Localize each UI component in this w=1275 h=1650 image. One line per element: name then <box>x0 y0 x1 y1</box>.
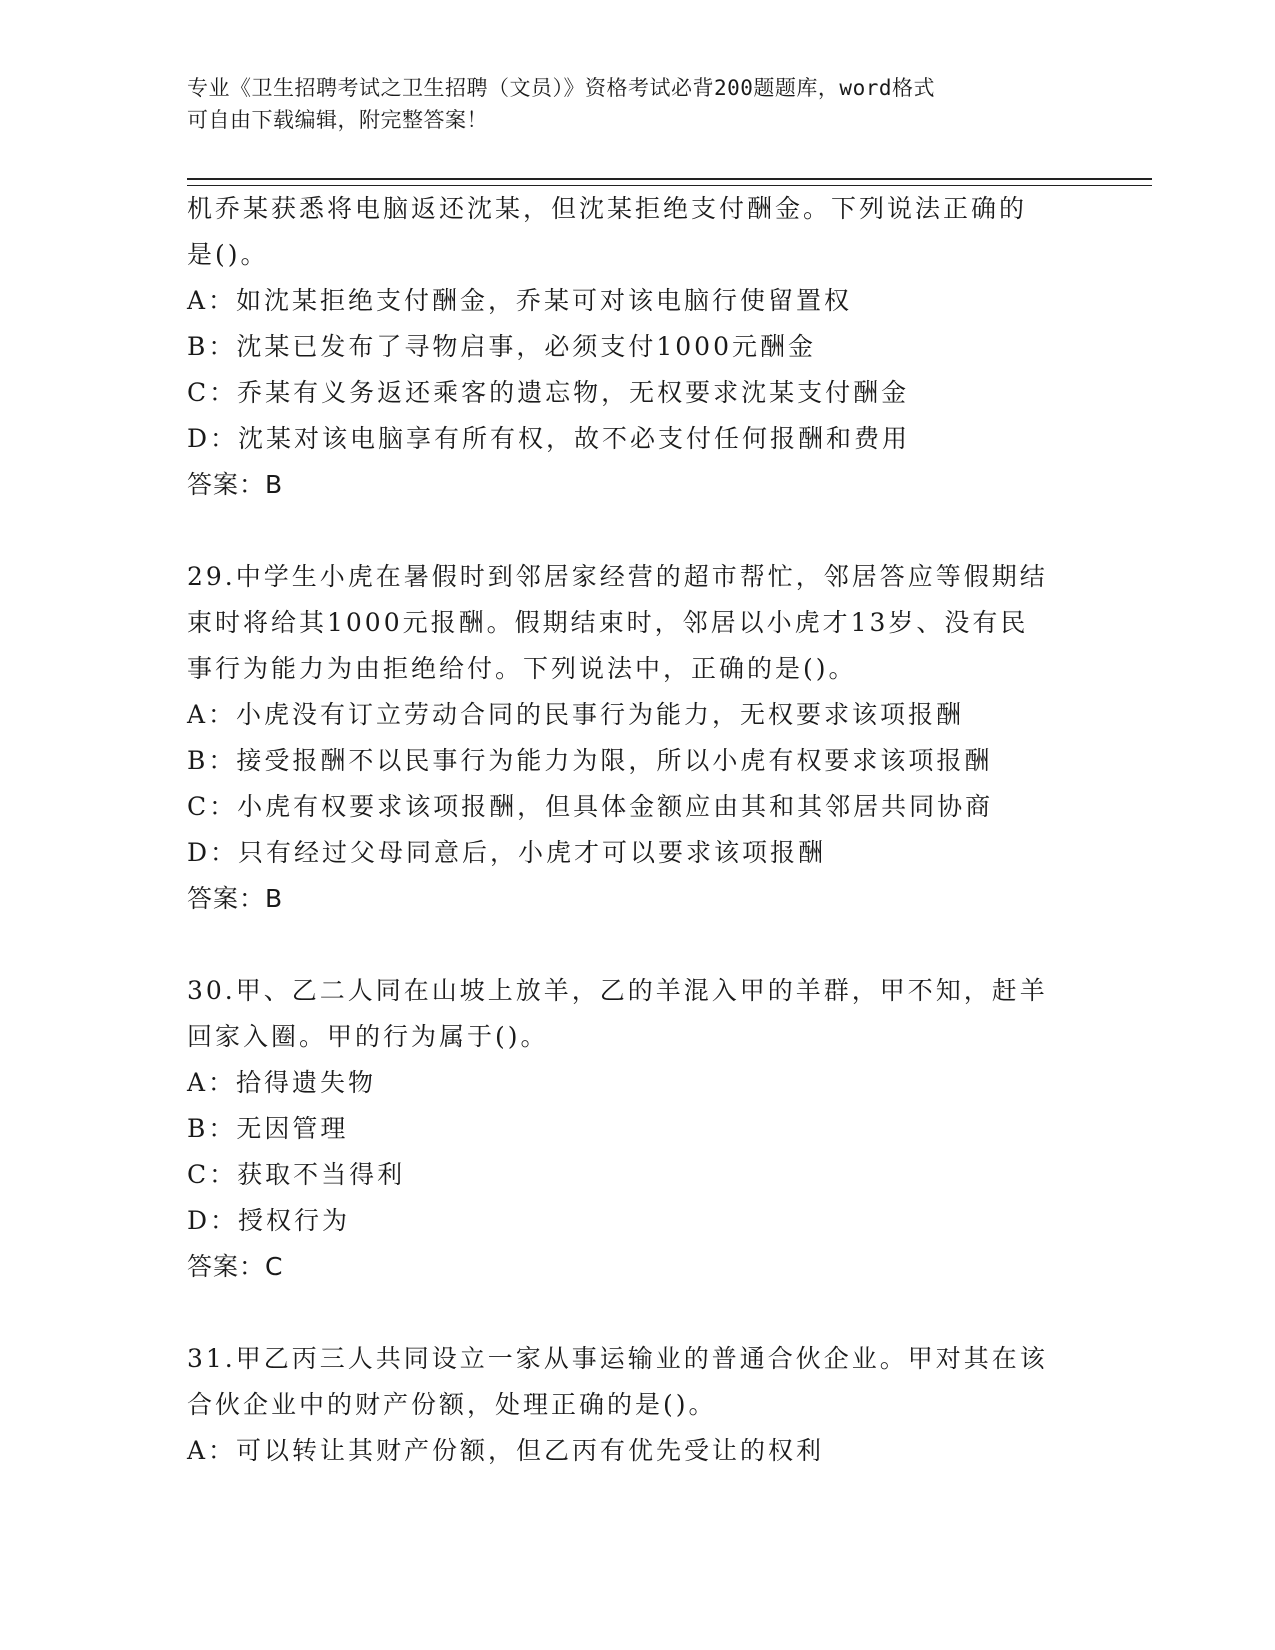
question-stem-line: 事行为能力为由拒绝给付。下列说法中，正确的是()。 <box>187 654 857 683</box>
question-stem-line: 31.甲乙丙三人共同设立一家从事运输业的普通合伙企业。甲对其在该 <box>187 1344 1048 1373</box>
question-stem-line: 束时将给其1000元报酬。假期结束时，邻居以小虎才13岁、没有民 <box>187 608 1029 637</box>
header-title-line-1: 专业《卫生招聘考试之卫生招聘（文员）》资格考试必背200题题库，word格式 <box>187 76 935 100</box>
option-b: B：无因管理 <box>187 1114 349 1143</box>
option-c: C：乔某有义务返还乘客的遗忘物，无权要求沈某支付酬金 <box>187 378 910 407</box>
question-spacer <box>187 508 1087 554</box>
document-header <box>187 72 1067 136</box>
option-c: C：获取不当得利 <box>187 1160 406 1189</box>
option-d: D：只有经过父母同意后，小虎才可以要求该项报酬 <box>187 838 827 867</box>
option-a: A：拾得遗失物 <box>187 1068 377 1097</box>
option-c: C：小虎有权要求该项报酬，但具体金额应由其和其邻居共同协商 <box>187 792 994 821</box>
question-29 <box>187 554 1087 922</box>
question-stem-line: 机乔某获悉将电脑返还沈某，但沈某拒绝支付酬金。下列说法正确的 <box>187 194 1028 223</box>
question-28 <box>187 186 1087 508</box>
question-stem-line: 是()。 <box>187 240 269 269</box>
option-d: D：沈某对该电脑享有所有权，故不必支付任何报酬和费用 <box>187 424 911 453</box>
answer-line: 答案：B <box>187 470 284 499</box>
header-title-line-2: 可自由下载编辑，附完整答案！ <box>187 108 488 132</box>
option-b: B：接受报酬不以民事行为能力为限，所以小虎有权要求该项报酬 <box>187 746 993 775</box>
question-stem-line: 30.甲、乙二人同在山坡上放羊，乙的羊混入甲的羊群，甲不知，赶羊 <box>187 976 1048 1005</box>
header-divider-thick <box>187 178 1152 180</box>
question-stem-line: 合伙企业中的财产份额，处理正确的是()。 <box>187 1390 717 1419</box>
question-spacer <box>187 1290 1087 1336</box>
answer-line: 答案：C <box>187 1252 284 1281</box>
question-30 <box>187 968 1087 1290</box>
question-list <box>187 186 1087 1474</box>
question-stem-line: 29.中学生小虎在暑假时到邻居家经营的超市帮忙，邻居答应等假期结 <box>187 562 1048 591</box>
question-stem-line: 回家入圈。甲的行为属于()。 <box>187 1022 549 1051</box>
option-a: A：可以转让其财产份额，但乙丙有优先受让的权利 <box>187 1436 825 1465</box>
option-a: A：如沈某拒绝支付酬金，乔某可对该电脑行使留置权 <box>187 286 853 315</box>
option-a: A：小虎没有订立劳动合同的民事行为能力，无权要求该项报酬 <box>187 700 965 729</box>
answer-line: 答案：B <box>187 884 284 913</box>
option-d: D：授权行为 <box>187 1206 351 1235</box>
question-spacer <box>187 922 1087 968</box>
option-b: B：沈某已发布了寻物启事，必须支付1000元酬金 <box>187 332 816 361</box>
question-31 <box>187 1336 1087 1474</box>
